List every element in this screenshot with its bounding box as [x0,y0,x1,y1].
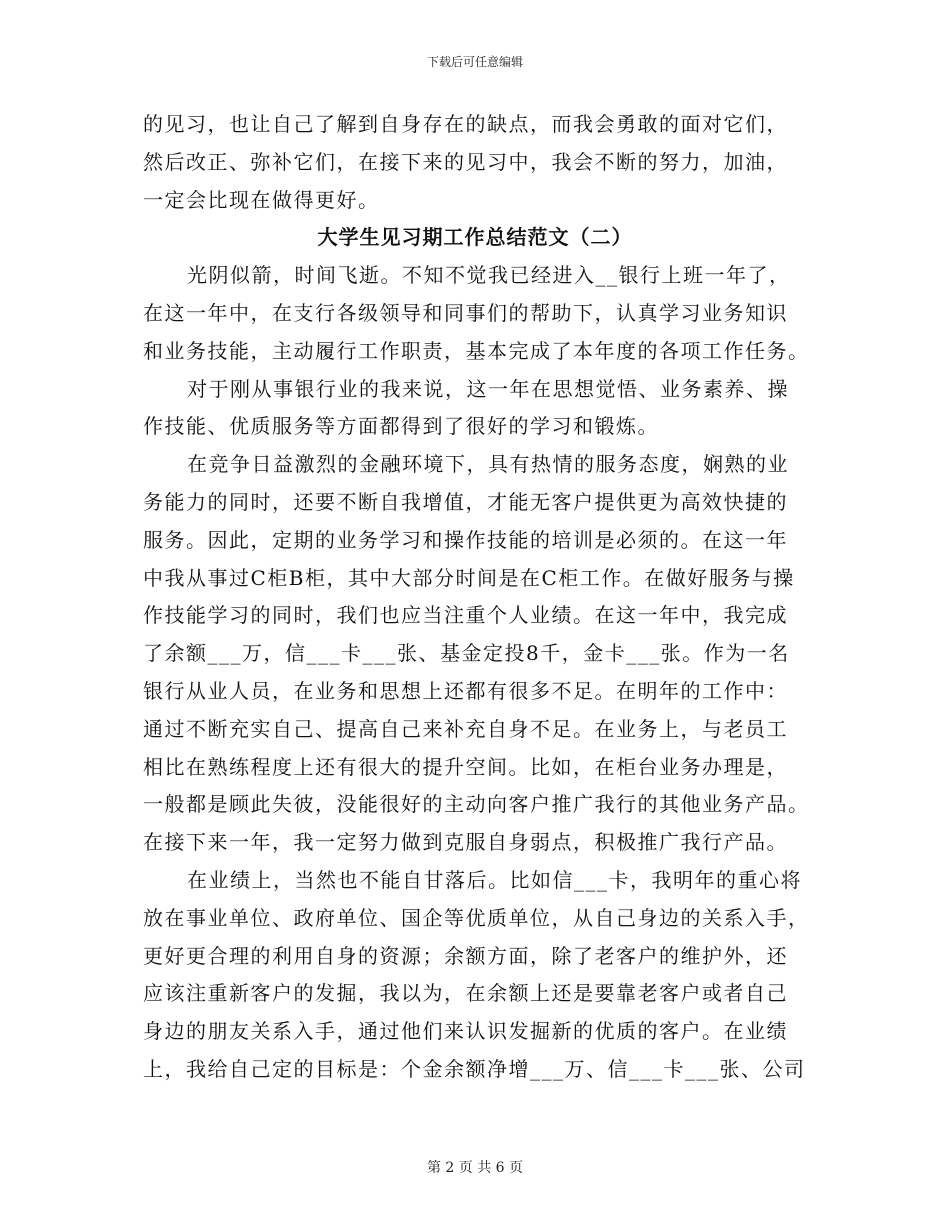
paragraph-line: 一般都是顾此失彼，没能很好的主动向客户推广我行的其他业务产品。 [143,792,810,817]
paragraph-line: 对于刚从事银行业的我来说，这一年在思想觉悟、业务素养、操 [187,376,789,401]
paragraph-line: 在这一年中，在支行各级领导和同事们的帮助下，认真学习业务知识 [143,300,788,325]
paragraph-line: 更好更合理的利用自身的资源；余额方面，除了老客户的维护外，还 [143,943,788,968]
paragraph-line: 一定会比现在做得更好。 [143,187,380,212]
paragraph-line: 和业务技能，主动履行工作职责，基本完成了本年度的各项工作任务。 [143,338,810,363]
paragraph-line: 放在事业单位、政府单位、国企等优质单位，从自己身边的关系入手， [143,905,810,930]
paragraph-line: 应该注重新客户的发掘，我以为，在余额上还是要靠老客户或者自己 [143,981,788,1006]
paragraph-line: 在接下来一年，我一定努力做到克服自身弱点，积极推广我行产品。 [143,830,788,855]
page-header: 下载后可任意编辑 [426,55,523,69]
paragraph-line: 光阴似箭，时间飞逝。不知不觉我已经进入__银行上班一年了， [187,263,791,288]
paragraph-line: 相比在熟练程度上还有很大的提升空间。比如，在柜台业务办理是， [143,754,788,779]
section-title: 大学生见习期工作总结范文（二） [317,225,633,250]
paragraph-line: 然后改正、弥补它们，在接下来的见习中，我会不断的努力，加油， [143,149,788,174]
paragraph-line: 通过不断充实自己、提高自己来补充自身不足。在业务上，与老员工 [143,716,788,741]
document-body [143,106,810,1089]
paragraph-line: 银行从业人员，在业务和思想上还都有很多不足。在明年的工作中： [143,678,788,703]
paragraph-line: 务能力的同时，还要不断自我增值，才能无客户提供更为高效快捷的 [143,489,788,514]
paragraph-line: 在竞争日益激烈的金融环境下，具有热情的服务态度，娴熟的业 [187,452,789,477]
paragraph-line: 了余额___万，信___卡___张、基金定投8千，金卡___张。作为一名 [143,641,790,666]
page-footer: 第 2 页 共 6 页 [426,1160,524,1176]
paragraph-line: 身边的朋友关系入手，通过他们来认识发掘新的优质的客户。在业绩 [143,1019,788,1044]
paragraph-line: 中我从事过C柜B柜，其中大部分时间是在C柜工作。在做好服务与操 [143,565,795,590]
paragraph-line: 的见习，也让自己了解到自身存在的缺点，而我会勇敢的面对它们， [143,112,788,136]
paragraph-line: 上，我给自己定的目标是：个金余额净增___万、信___卡___张、公司 [143,1056,806,1081]
paragraph-line: 在业绩上，当然也不能自甘落后。比如信___卡，我明年的重心将 [187,867,802,892]
paragraph-line: 作技能学习的同时，我们也应当注重个人业绩。在这一年中，我完成 [143,603,788,628]
paragraph-line: 作技能、优质服务等方面都得到了很好的学习和锻炼。 [143,414,659,439]
paragraph-line: 服务。因此，定期的业务学习和操作技能的培训是必须的。在这一年 [143,527,788,552]
